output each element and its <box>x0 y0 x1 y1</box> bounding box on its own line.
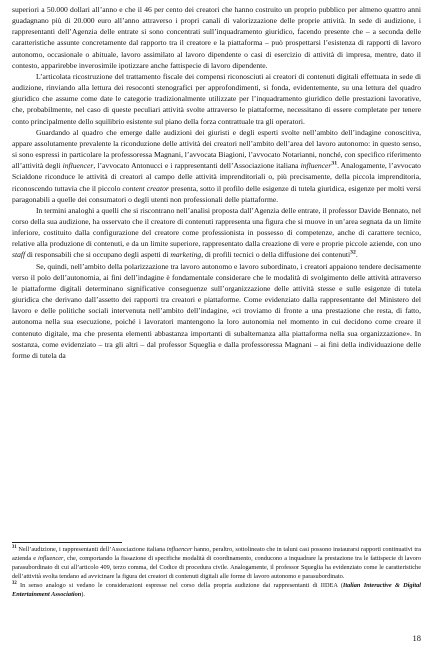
paragraph-2: L’articolata ricostruzione del trattamento fiscale dei compensi riconosciuti ai creatori di contenuti digitali effettuata in sede di audizione, rinviando alla lettura dei resoconti stenografici per approfondimenti, si fonda, evidentemente, su una lettura del quadro giuridico che assume come date le categorie tradizionalmente utilizzate per l’inquadramento giuridico delle prestazioni lavorative, che, probabilmente, nel caso di queste peculiari attività svolte attraverso le piattaforme, necessitano di essere completate per tenere conto principalmente dello squilibrio esistente sul piano della forza contrattuale tra gli operatori. <box>12 71 421 126</box>
footnote-31-text-c: , che, comportando la fissazione di specifiche modalità di coordinamento, conducono a inquadrare la prestazione tra le fattispecie di lavoro parasubordinato di cui all’articolo 409, terzo comma, del Codice di procedura civile. Analogamente, il professor Squeglia ha evidenziato come le caratteristiche dell’attività svolta tendano ad avvicinare la figura dei creatori di contenuti digitali alle forme di lavoro autonomo e parasubordinato. <box>12 554 422 580</box>
footnote-31-text-a: Nell’audizione, i rappresentanti dell’Associazione italiana <box>16 546 167 553</box>
paragraph-5: Se, quindi, nell’ambito della polarizzazione tra lavoro autonomo e lavoro subordinato, i creatori appaiono tendere decisamente verso il polo dell’autonomia, ai fini dell’indagine è fondamentale considerare che le modalità di svolgimento delle attività attraverso le piattaforme digitali determinano significative conseguenze sull’organizzazione delle attività stesse e sulle esigenze di tutela giuridica che derivano dall’assetto dei rapporti tra creatori e piattaforme. Come evidenziato dalla rappresentante del Ministero del lavoro e delle politiche sociali intervenuta nell’ambito dell’indagine, «ci troviamo di fronte a una prestazione che resta, di fatto, autonoma nella sua esecuzione, poiché i lavoratori mantengono la loro autonomia nel momento in cui decidono come creare il contenuto digitale, ma che presenta elementi abbastanza importanti di subalternanza alla piattaforma nella sua organizzazione». In sostanza, come evidenziato – tra gli altri – dal professor Squeglia e dalla professoressa Magnani – ai fini della individuazione delle forme di tutela da <box>12 261 421 360</box>
footnote-31 <box>12 546 421 582</box>
paragraph-4-end: . <box>355 250 358 260</box>
footnote-ref-31[interactable]: 31 <box>331 160 338 167</box>
paragraph-3-text: Guardando al quadro che emerge dalle audizioni dei giuristi e degli esperti svolte nell’ambito dell’indagine conoscitiva, appare assolutamente prevalente la riconduzione delle attività dei creatori nell’ambito dell’area del lavoro autonomo: in questo senso, si sono espressi in particolare la professoressa Magnani, l’avvocata Biagioni, l’avvocato Notarianni, nonché, con specifico riferimento all’attività degli <box>12 127 421 171</box>
footnote-ref-32[interactable]: 32 <box>350 249 356 256</box>
term-content-creator: content creator <box>122 183 169 193</box>
footnote-32-number: 32 <box>12 580 17 586</box>
footnote-32 <box>12 582 421 600</box>
paragraph-4-tail: , di profili tecnici o della diffusione dei contenuti <box>201 250 351 260</box>
term-influencer: influencer <box>62 161 94 171</box>
footnote-32-end: ). <box>81 590 85 598</box>
paragraph-4-text: In termini analoghi a quelli che si riscontrano nell’analisi proposta dall’Agenzia delle entrate, il professor Davide Bennato, nel corso della sua audizione, ha osservato che il creatore di contenuti rappresenta una figura che si muove in un’area segnata da un limite inferiore, costituito dalla configurazione del creatore come professionista in possesso di competenze, anche di carattere tecnico, relative alla produzione di contenuti, e da un limite superiore, rappresentato dalla creazione di vere e proprie piccole aziende, con uno <box>12 205 421 249</box>
footnote-32-text: In senso analogo si vedano le considerazioni espresse nel corso della propria audizione dai rappresentanti di IIDEA ( <box>16 581 343 589</box>
footnote-31-influencer-2: influencer <box>37 554 64 562</box>
paragraph-3-mid1: , l’avvocato Antonucci e i rappresentanti dell’Associazione italiana <box>93 161 301 171</box>
footnote-31-influencer: influencer <box>166 546 193 553</box>
paragraph-3-tail: presenta, sotto il profilo delle esigenze di tutela giuridica, esigenze per molti versi paragonabili a quelle dei consumatori o degli utenti non professionali delle piattaforme. <box>12 183 421 204</box>
footnote-31-number: 31 <box>12 544 17 550</box>
page-number: 18 <box>412 633 421 643</box>
paragraph-4-mid: di responsabili che si occupano degli aspetti di <box>25 250 171 260</box>
paragraph-3 <box>12 127 421 205</box>
paragraph-3-mid2: . Analogamente, l’avvocato Scialdone riconduce le attività di creatori al campo delle attività imprenditoriali o, più precisamente, della piccola imprenditoria, riconoscendo tuttavia che il piccolo <box>12 161 421 193</box>
footnote-32-iidea: Italian Interactive & Digital Entertainment Association <box>12 581 421 598</box>
footnotes <box>12 546 421 599</box>
term-staff: staff <box>12 250 26 260</box>
term-influencer-2: influencer <box>300 161 332 171</box>
term-marketing: marketing <box>170 250 202 260</box>
body-text <box>12 4 421 361</box>
footnote-31-text-b: hanno, peraltro, sottolineato che in taluni casi possono instaurarsi rapporti continuativi tra azienda e <box>12 546 421 562</box>
footnote-separator <box>12 542 122 543</box>
paragraph-4 <box>12 205 421 261</box>
paragraph-1: superiori a 50.000 dollari all’anno e che il 46 per cento dei creatori che hanno costruito un proprio pubblico per almeno quattro anni guadagnano più di 20.000 euro all’anno attraverso i propri canali di valorizzazione delle proprie attività. In sede di audizione, i rappresentanti dell’Agenzia delle entrate si sono concentrati sull’inquadramento giuridico, facendo presente che – a seconda delle caratteristiche assunte concretamente dal rapporto tra il creatore e la piattaforma – può prospettarsi l’esistenza di rapporti di lavoro autonomo, occasionale o abituale, lavoro assimilato al lavoro dipendente o casi di esercizio di attività di impresa, mentre, dato il contesto, apparirebbe inverosimile ipotizzare anche fattispecie di lavoro dipendente. <box>12 5 421 70</box>
